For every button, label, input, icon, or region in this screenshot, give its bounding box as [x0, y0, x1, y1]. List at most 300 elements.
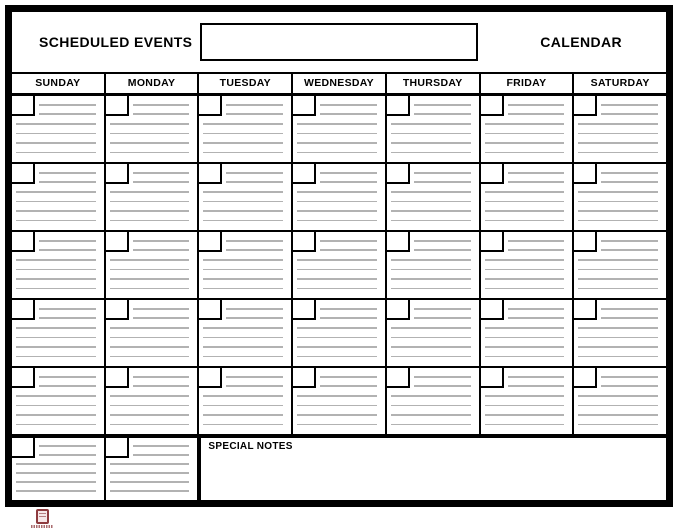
ruled-line	[297, 133, 377, 135]
day-cell	[106, 96, 198, 162]
ruled-line	[203, 142, 283, 144]
ruled-line	[414, 249, 471, 251]
ruled-line	[578, 259, 658, 261]
ruled-line	[578, 414, 658, 416]
ruled-line	[110, 201, 190, 203]
ruled-line	[110, 395, 190, 397]
date-number-box	[293, 96, 316, 116]
ruled-line	[578, 405, 658, 407]
ruled-line	[226, 181, 283, 183]
ruled-line	[485, 395, 565, 397]
ruled-line	[601, 376, 658, 378]
ruled-line	[297, 405, 377, 407]
day-cell	[293, 96, 385, 162]
ruled-line	[578, 210, 658, 212]
ruled-line	[297, 288, 377, 290]
day-header-tuesday: TUESDAY	[199, 74, 291, 93]
ruled-line	[578, 424, 658, 426]
day-cell	[481, 164, 573, 230]
date-number-box	[199, 300, 222, 320]
ruled-line	[39, 240, 96, 242]
ruled-line	[414, 172, 471, 174]
ruled-line	[485, 414, 565, 416]
date-number-box	[293, 368, 316, 388]
ruled-line	[508, 104, 565, 106]
ruled-line	[391, 414, 471, 416]
ruled-line	[601, 113, 658, 115]
ruled-line	[133, 249, 190, 251]
ruled-line	[16, 133, 96, 135]
ruled-line	[414, 181, 471, 183]
ruled-line	[16, 327, 96, 329]
ruled-line	[110, 288, 190, 290]
day-header-monday: MONDAY	[106, 74, 198, 93]
date-number-box	[199, 368, 222, 388]
ruled-line	[578, 288, 658, 290]
date-number-box	[106, 232, 129, 252]
date-number-box	[106, 368, 129, 388]
ruled-line	[226, 376, 283, 378]
ruled-line	[601, 308, 658, 310]
month-title-box	[200, 23, 478, 61]
ruled-line	[110, 327, 190, 329]
brand-stamp-icon	[36, 509, 49, 524]
day-cell	[387, 232, 479, 298]
ruled-line	[203, 259, 283, 261]
day-cell	[387, 300, 479, 366]
ruled-line	[226, 249, 283, 251]
day-cell	[293, 164, 385, 230]
day-cell	[387, 368, 479, 434]
ruled-line	[297, 191, 377, 193]
ruled-line	[508, 308, 565, 310]
day-cell	[199, 164, 291, 230]
ruled-line	[485, 288, 565, 290]
ruled-line	[226, 385, 283, 387]
ruled-line	[391, 210, 471, 212]
special-notes-area	[199, 438, 666, 500]
day-cell	[574, 96, 666, 162]
ruled-line	[508, 385, 565, 387]
ruled-line	[203, 395, 283, 397]
ruled-line	[485, 346, 565, 348]
day-cell	[199, 300, 291, 366]
ruled-line	[16, 142, 96, 144]
ruled-line	[297, 201, 377, 203]
ruled-line	[16, 210, 96, 212]
ruled-line	[133, 308, 190, 310]
ruled-line	[391, 356, 471, 358]
ruled-line	[297, 337, 377, 339]
ruled-line	[485, 356, 565, 358]
ruled-line	[485, 123, 565, 125]
ruled-line	[485, 269, 565, 271]
date-number-box	[387, 96, 410, 116]
ruled-line	[203, 356, 283, 358]
ruled-line	[133, 376, 190, 378]
ruled-line	[133, 172, 190, 174]
ruled-line	[16, 481, 96, 483]
ruled-line	[110, 123, 190, 125]
ruled-line	[203, 152, 283, 154]
ruled-line	[601, 181, 658, 183]
day-cell	[574, 368, 666, 434]
date-number-box	[199, 96, 222, 116]
ruled-line	[39, 454, 96, 456]
date-number-box	[199, 232, 222, 252]
ruled-line	[110, 346, 190, 348]
ruled-line	[39, 376, 96, 378]
ruled-line	[203, 405, 283, 407]
ruled-line	[320, 240, 377, 242]
date-number-box	[387, 164, 410, 184]
ruled-line	[133, 454, 190, 456]
ruled-line	[203, 123, 283, 125]
ruled-line	[578, 152, 658, 154]
ruled-line	[203, 424, 283, 426]
ruled-line	[485, 142, 565, 144]
ruled-line	[578, 269, 658, 271]
ruled-line	[508, 317, 565, 319]
ruled-line	[578, 395, 658, 397]
day-cell	[12, 232, 104, 298]
ruled-line	[578, 133, 658, 135]
ruled-line	[391, 133, 471, 135]
ruled-line	[297, 152, 377, 154]
ruled-line	[414, 317, 471, 319]
day-cell	[481, 300, 573, 366]
date-number-box	[12, 232, 35, 252]
ruled-line	[16, 259, 96, 261]
ruled-line	[39, 308, 96, 310]
ruled-line	[16, 220, 96, 222]
ruled-line	[508, 240, 565, 242]
ruled-line	[508, 113, 565, 115]
ruled-line	[391, 220, 471, 222]
ruled-line	[485, 201, 565, 203]
date-number-box	[387, 368, 410, 388]
ruled-line	[110, 152, 190, 154]
day-cell	[12, 96, 104, 162]
ruled-line	[508, 172, 565, 174]
ruled-line	[110, 278, 190, 280]
ruled-line	[601, 385, 658, 387]
ruled-line	[414, 376, 471, 378]
calendar-header	[12, 12, 666, 72]
ruled-line	[297, 346, 377, 348]
ruled-line	[110, 463, 190, 465]
day-header-saturday: SATURDAY	[574, 74, 666, 93]
ruled-line	[16, 191, 96, 193]
date-number-box	[574, 232, 597, 252]
day-header-wednesday: WEDNESDAY	[293, 74, 385, 93]
date-number-box	[106, 438, 129, 458]
ruled-line	[226, 113, 283, 115]
ruled-line	[297, 210, 377, 212]
ruled-line	[391, 327, 471, 329]
day-cell	[199, 368, 291, 434]
ruled-line	[578, 142, 658, 144]
ruled-line	[578, 220, 658, 222]
ruled-line	[485, 220, 565, 222]
ruled-line	[391, 123, 471, 125]
date-number-box	[481, 164, 504, 184]
ruled-line	[110, 414, 190, 416]
ruled-line	[508, 181, 565, 183]
ruled-line	[297, 356, 377, 358]
ruled-line	[226, 104, 283, 106]
ruled-line	[578, 327, 658, 329]
ruled-line	[391, 152, 471, 154]
ruled-line	[39, 317, 96, 319]
brand-logo	[30, 509, 54, 528]
weeks-grid	[12, 96, 666, 434]
ruled-line	[414, 385, 471, 387]
ruled-line	[297, 220, 377, 222]
ruled-line	[297, 395, 377, 397]
ruled-line	[110, 259, 190, 261]
ruled-line	[16, 269, 96, 271]
ruled-line	[203, 278, 283, 280]
date-number-box	[12, 438, 35, 458]
day-cell	[199, 96, 291, 162]
date-number-box	[387, 232, 410, 252]
ruled-line	[297, 259, 377, 261]
ruled-line	[16, 123, 96, 125]
ruled-line	[16, 288, 96, 290]
special-notes-label: SPECIAL NOTES	[208, 441, 293, 452]
ruled-line	[16, 405, 96, 407]
date-number-box	[574, 368, 597, 388]
date-number-box	[481, 232, 504, 252]
date-number-box	[12, 368, 35, 388]
date-number-box	[481, 368, 504, 388]
day-cell	[574, 232, 666, 298]
day-cell	[12, 164, 104, 230]
date-number-box	[481, 300, 504, 320]
ruled-line	[297, 414, 377, 416]
ruled-line	[226, 172, 283, 174]
ruled-line	[578, 337, 658, 339]
ruled-line	[110, 210, 190, 212]
ruled-line	[203, 288, 283, 290]
ruled-line	[133, 104, 190, 106]
date-number-box	[293, 300, 316, 320]
day-cell	[481, 368, 573, 434]
ruled-line	[485, 337, 565, 339]
ruled-line	[485, 152, 565, 154]
ruled-line	[16, 346, 96, 348]
ruled-line	[578, 356, 658, 358]
ruled-line	[110, 424, 190, 426]
ruled-line	[133, 445, 190, 447]
ruled-line	[485, 278, 565, 280]
ruled-line	[16, 472, 96, 474]
ruled-line	[110, 191, 190, 193]
ruled-line	[485, 424, 565, 426]
ruled-line	[391, 346, 471, 348]
ruled-line	[39, 172, 96, 174]
ruled-line	[320, 249, 377, 251]
ruled-line	[203, 201, 283, 203]
ruled-line	[320, 113, 377, 115]
ruled-line	[16, 152, 96, 154]
ruled-line	[578, 191, 658, 193]
ruled-line	[391, 259, 471, 261]
ruled-line	[133, 317, 190, 319]
bottom-row	[12, 434, 666, 500]
ruled-line	[508, 376, 565, 378]
ruled-line	[16, 463, 96, 465]
date-number-box	[12, 164, 35, 184]
ruled-line	[601, 317, 658, 319]
ruled-line	[110, 356, 190, 358]
day-header-friday: FRIDAY	[481, 74, 573, 93]
ruled-line	[601, 249, 658, 251]
day-header-row	[12, 72, 666, 96]
ruled-line	[297, 123, 377, 125]
ruled-line	[203, 133, 283, 135]
ruled-line	[320, 308, 377, 310]
ruled-line	[110, 133, 190, 135]
ruled-line	[110, 472, 190, 474]
day-cell	[574, 164, 666, 230]
date-number-box	[106, 96, 129, 116]
calendar-frame	[5, 5, 673, 507]
ruled-line	[508, 249, 565, 251]
date-number-box	[574, 96, 597, 116]
ruled-line	[203, 191, 283, 193]
day-header-sunday: SUNDAY	[12, 74, 104, 93]
ruled-line	[601, 104, 658, 106]
ruled-line	[39, 249, 96, 251]
calendar-title: CALENDAR	[540, 34, 622, 50]
day-cell	[293, 232, 385, 298]
ruled-line	[485, 327, 565, 329]
date-number-box	[106, 164, 129, 184]
ruled-line	[578, 201, 658, 203]
ruled-line	[578, 278, 658, 280]
ruled-line	[133, 113, 190, 115]
day-cell	[106, 438, 198, 500]
date-number-box	[12, 300, 35, 320]
day-cell	[481, 232, 573, 298]
ruled-line	[110, 405, 190, 407]
day-cell	[106, 164, 198, 230]
date-number-box	[481, 96, 504, 116]
ruled-line	[485, 259, 565, 261]
ruled-line	[16, 424, 96, 426]
date-number-box	[12, 96, 35, 116]
ruled-line	[110, 269, 190, 271]
date-number-box	[199, 164, 222, 184]
ruled-line	[414, 240, 471, 242]
ruled-line	[297, 424, 377, 426]
ruled-line	[226, 240, 283, 242]
day-cell	[387, 96, 479, 162]
ruled-line	[110, 337, 190, 339]
day-cell	[199, 232, 291, 298]
ruled-line	[39, 181, 96, 183]
ruled-line	[110, 481, 190, 483]
ruled-line	[16, 395, 96, 397]
ruled-line	[414, 308, 471, 310]
ruled-line	[391, 191, 471, 193]
ruled-line	[485, 133, 565, 135]
ruled-line	[320, 317, 377, 319]
ruled-line	[226, 317, 283, 319]
ruled-line	[110, 220, 190, 222]
ruled-line	[391, 337, 471, 339]
ruled-line	[297, 269, 377, 271]
ruled-line	[320, 385, 377, 387]
day-cell	[293, 300, 385, 366]
ruled-line	[391, 269, 471, 271]
date-number-box	[106, 300, 129, 320]
ruled-line	[16, 414, 96, 416]
ruled-line	[485, 191, 565, 193]
ruled-line	[110, 142, 190, 144]
date-number-box	[574, 164, 597, 184]
ruled-line	[391, 288, 471, 290]
date-number-box	[293, 164, 316, 184]
day-cell	[106, 300, 198, 366]
day-cell	[481, 96, 573, 162]
day-cell	[106, 368, 198, 434]
ruled-line	[110, 490, 190, 492]
day-cell	[293, 368, 385, 434]
ruled-line	[414, 113, 471, 115]
ruled-line	[578, 123, 658, 125]
ruled-line	[203, 327, 283, 329]
ruled-line	[601, 172, 658, 174]
date-number-box	[387, 300, 410, 320]
ruled-line	[133, 240, 190, 242]
ruled-line	[391, 424, 471, 426]
ruled-line	[485, 210, 565, 212]
ruled-line	[391, 405, 471, 407]
day-cell	[12, 300, 104, 366]
ruled-line	[601, 240, 658, 242]
ruled-line	[391, 142, 471, 144]
ruled-line	[226, 308, 283, 310]
date-number-box	[574, 300, 597, 320]
ruled-line	[203, 210, 283, 212]
day-cell	[12, 438, 104, 500]
ruled-line	[297, 142, 377, 144]
ruled-line	[391, 395, 471, 397]
ruled-line	[133, 181, 190, 183]
day-header-thursday: THURSDAY	[387, 74, 479, 93]
day-cell	[106, 232, 198, 298]
ruled-line	[320, 172, 377, 174]
day-cell	[574, 300, 666, 366]
ruled-line	[39, 113, 96, 115]
ruled-line	[133, 385, 190, 387]
ruled-line	[16, 278, 96, 280]
date-number-box	[293, 232, 316, 252]
ruled-line	[16, 356, 96, 358]
ruled-line	[578, 346, 658, 348]
ruled-line	[320, 181, 377, 183]
ruled-line	[391, 278, 471, 280]
day-cell	[387, 164, 479, 230]
ruled-line	[203, 337, 283, 339]
ruled-line	[39, 445, 96, 447]
ruled-line	[203, 414, 283, 416]
ruled-line	[203, 269, 283, 271]
ruled-line	[320, 376, 377, 378]
